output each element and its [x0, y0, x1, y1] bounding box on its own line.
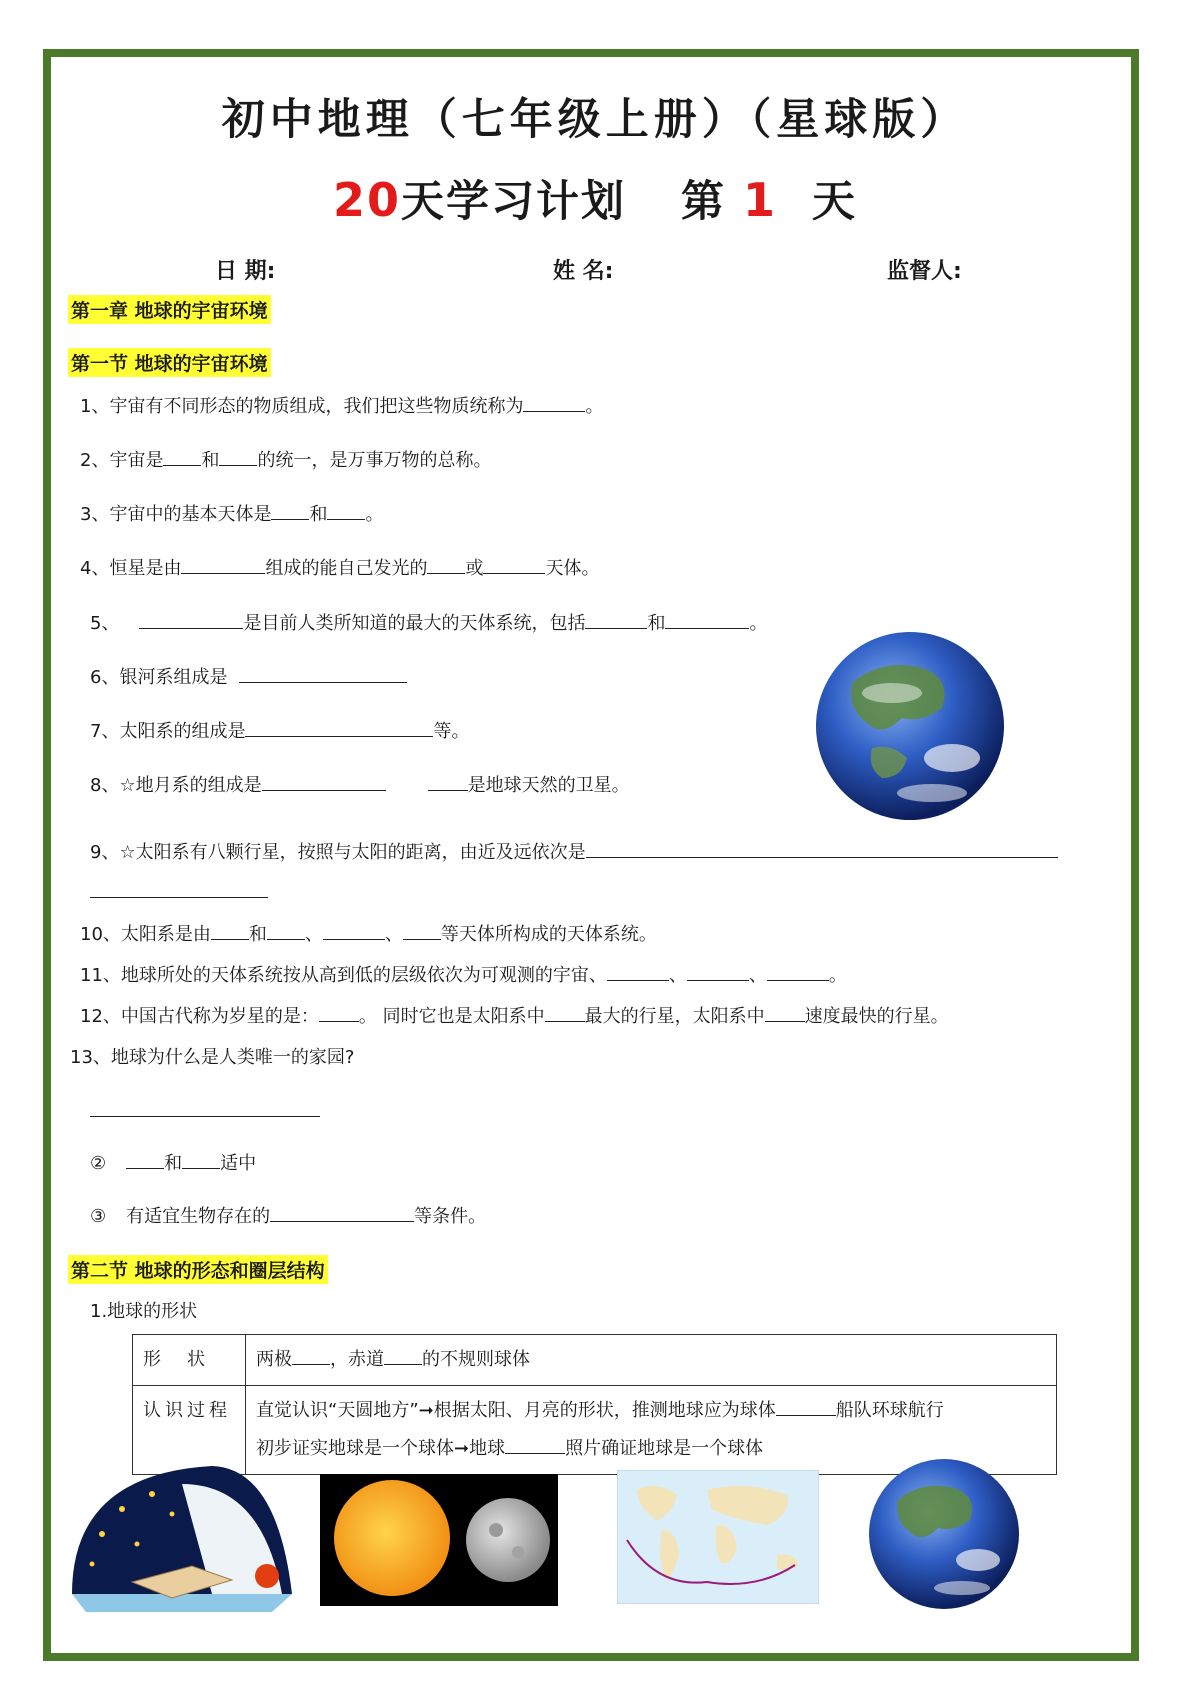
earth-globe-image	[812, 628, 1008, 824]
question-5: 5、 是目前人类所知道的最大的天体系统，包括 和 。	[90, 613, 768, 634]
question-13-answer-blank	[90, 1099, 320, 1117]
table-cell-process: 直觉认识“天圆地方”➞根据太阳、月亮的形状，推测地球应为球体 船队环球航行 初步证实地球是一个球体➞地球 照片确证地球是一个球体	[246, 1386, 1057, 1475]
question-7: 7、太阳系的组成是 等。	[90, 721, 470, 742]
sun-and-moon-image	[320, 1474, 558, 1606]
condition-3: ③ 有适宜生物存在的 等条件。	[90, 1206, 487, 1227]
question-1: 1、宇宙有不同形态的物质组成，我们把这些物质统称为 。	[80, 396, 604, 417]
day-suffix: 天	[811, 177, 857, 227]
question-12: 12、中国古代称为岁星的是： 。 同时它也是太阳系中 最大的行星，太阳系中 速度最快的行星。	[80, 1006, 949, 1027]
name-field-label: 姓 名:	[553, 259, 614, 284]
question-6: 6、银河系组成是	[90, 663, 407, 689]
plan-subtitle	[0, 168, 1190, 229]
table-row	[133, 1335, 1057, 1386]
question-8: 8、☆地月系的组成是 是地球天然的卫星。	[90, 775, 630, 796]
condition-2: ② 和 适中	[90, 1153, 257, 1174]
table-cell-shape: 两极 ，赤道 的不规则球体	[246, 1335, 1057, 1386]
question-2: 2、宇宙是 和 的统一，是万事万物的总称。	[80, 450, 492, 471]
question-13: 13、地球为什么是人类唯一的家园?	[70, 1047, 355, 1068]
day-number: 1	[742, 173, 777, 227]
sky-dome-illustration	[62, 1454, 302, 1614]
question-4: 4、恒星是由 组成的能自己发光的 或 天体。	[80, 558, 600, 579]
section-heading-1: 第一节 地球的宇宙环境	[68, 348, 271, 377]
question-10: 10、太阳系是由 和 、 、 等天体所构成的天体系统。	[80, 924, 657, 945]
question-11: 11、地球所处的天体系统按从高到低的层级依次为可观测的宇宙、 、 、 。	[80, 965, 847, 986]
day-prefix: 第	[681, 177, 726, 227]
table-header-process: 认识过程	[133, 1386, 246, 1475]
question-9-continuation-blank	[90, 880, 268, 898]
subheading-earth-shape: 1.地球的形状	[90, 1301, 198, 1322]
table-header-shape: 形 状	[133, 1335, 246, 1386]
earth-photo-image	[866, 1456, 1022, 1612]
supervisor-field-label: 监督人:	[887, 259, 962, 284]
section-heading-2: 第二节 地球的形态和圈层结构	[68, 1255, 328, 1284]
question-3: 3、宇宙中的基本天体是 和 。	[80, 504, 384, 525]
question-9: 9、☆太阳系有八颗行星，按照与太阳的距离，由近及远依次是	[90, 838, 1058, 864]
date-field-label: 日 期:	[215, 259, 276, 284]
chapter-heading: 第一章 地球的宇宙环境	[68, 295, 271, 324]
circumnavigation-map	[617, 1470, 819, 1604]
page-title: 初中地理（七年级上册）（星球版）	[221, 95, 969, 145]
plan-days: 20	[333, 173, 402, 227]
plan-label: 天学习计划	[401, 177, 627, 227]
